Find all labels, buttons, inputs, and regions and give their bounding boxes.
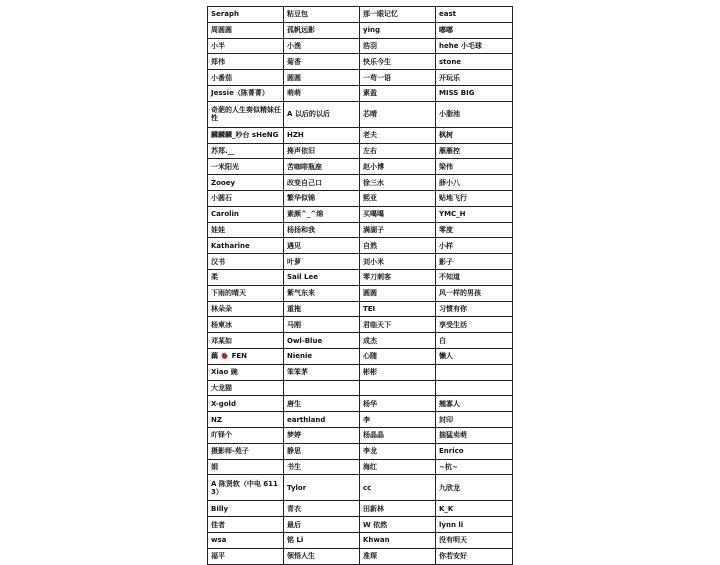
table-cell: 粘豆包 (284, 7, 360, 23)
table-cell: 习惯有你 (436, 301, 513, 317)
table-cell: 一米阳光 (208, 159, 284, 175)
table-cell: 小渔 (284, 38, 360, 54)
table-cell: 佳者 (208, 517, 284, 533)
table-cell: 芯晴 (360, 101, 436, 127)
table-cell: 素盈 (360, 85, 436, 101)
table-cell: 繁华似锦 (284, 190, 360, 206)
table-cell: 圆圆 (360, 285, 436, 301)
table-cell: 贴地飞行 (436, 190, 513, 206)
table-row (208, 143, 513, 159)
table-cell: 懒人 (436, 348, 513, 364)
table-row (208, 38, 513, 54)
table-row (208, 159, 513, 175)
table-cell: 紫气东来 (284, 285, 360, 301)
table-cell: 杨华 (360, 396, 436, 412)
table-cell: 菊香 (284, 54, 360, 70)
table-row (208, 396, 513, 412)
table-cell: A 以后的以后 (284, 101, 360, 127)
table-cell: 下雨的晴天 (208, 285, 284, 301)
table-cell: 娟 (208, 459, 284, 475)
table-cell: 成杰 (360, 333, 436, 349)
table-cell: 没有明天 (436, 532, 513, 548)
table-cell: 素颜^_^绵 (284, 206, 360, 222)
table-row (208, 333, 513, 349)
table-cell: 享受生活 (436, 317, 513, 333)
table-cell: TEI (360, 301, 436, 317)
table-row (208, 443, 513, 459)
table-cell: 书生 (284, 459, 360, 475)
table-cell: 小番茄 (208, 70, 284, 86)
table-cell: 吖铎个 (208, 427, 284, 443)
table-cell: 遇见 (284, 238, 360, 254)
table-cell: 李龙 (360, 443, 436, 459)
table-cell: 苏郑.__ (208, 143, 284, 159)
table-cell: 枫树 (436, 127, 513, 143)
table-cell: 一苟一语 (360, 70, 436, 86)
table-cell: 福平 (208, 548, 284, 564)
table-cell: 影子 (436, 254, 513, 270)
table-cell: 马刚 (284, 317, 360, 333)
table-row (208, 348, 513, 364)
table-cell: 快乐今生 (360, 54, 436, 70)
table-cell: 铭 Li (284, 532, 360, 548)
table-cell: 萌萌 (284, 85, 360, 101)
table-cell: east (436, 7, 513, 23)
table-cell: Nienie (284, 348, 360, 364)
table-cell: 孤帆远影 (284, 22, 360, 38)
table-cell: MISS BIG (436, 85, 513, 101)
table-row (208, 254, 513, 270)
table-row (208, 317, 513, 333)
table-row (208, 222, 513, 238)
table-cell: 老夫 (360, 127, 436, 143)
table-cell: 海红 (360, 459, 436, 475)
table-cell: 满湖子 (360, 222, 436, 238)
table-row (208, 22, 513, 38)
table-cell: Zooey (208, 175, 284, 191)
table-cell: 浩羽 (360, 38, 436, 54)
table-cell: 封印 (436, 412, 513, 428)
table-cell: 郑伟 (208, 54, 284, 70)
table-cell: 揣猛卖萌 (436, 427, 513, 443)
table-cell: 藕 🐞 FEN (208, 348, 284, 364)
table-cell: cc (360, 475, 436, 501)
table-row (208, 127, 513, 143)
table-cell: 汉书 (208, 254, 284, 270)
table-cell: 准琛 (360, 548, 436, 564)
table-cell: A 陈贤软（中电 6113） (208, 475, 284, 501)
table-cell: 翘寡人 (436, 396, 513, 412)
table-row (208, 364, 513, 380)
table-cell: 小半 (208, 38, 284, 54)
table-cell: 笨笨茅 (284, 364, 360, 380)
table-cell: 熙亚 (360, 190, 436, 206)
table-cell: 杨扬和我 (284, 222, 360, 238)
table-cell: 静思 (284, 443, 360, 459)
table-row (208, 380, 513, 396)
table-row (208, 412, 513, 428)
table-cell: 林朵朵 (208, 301, 284, 317)
table-cell: 叶萝 (284, 254, 360, 270)
table-cell: 开玩乐 (436, 70, 513, 86)
table-row (208, 517, 513, 533)
table-cell: earthland (284, 412, 360, 428)
table-cell: 摄影师-苑子 (208, 443, 284, 459)
table-cell (284, 380, 360, 396)
table-row (208, 475, 513, 501)
table-cell: 白 (436, 333, 513, 349)
table-row (208, 427, 513, 443)
table-cell: 那一眼记忆 (360, 7, 436, 23)
table-cell: 搀声依旧 (284, 143, 360, 159)
table-cell: Khwan (360, 532, 436, 548)
table-row (208, 101, 513, 127)
table-cell: 大龙猫 (208, 380, 284, 396)
table-cell: wsa (208, 532, 284, 548)
table-row (208, 269, 513, 285)
table-cell: 不知道 (436, 269, 513, 285)
table-row (208, 459, 513, 475)
table-cell: lynn li (436, 517, 513, 533)
table-cell: X-gold (208, 396, 284, 412)
table-cell: Owl-Blue (284, 333, 360, 349)
table-cell: Carolin (208, 206, 284, 222)
table-cell: 小样 (436, 238, 513, 254)
table-cell: 彬彬 (360, 364, 436, 380)
table-cell: 李 (360, 412, 436, 428)
table-cell: 零刀刺客 (360, 269, 436, 285)
table-row (208, 238, 513, 254)
table-row (208, 501, 513, 517)
table-row (208, 301, 513, 317)
table-cell: 唐生 (284, 396, 360, 412)
table-cell: Xiao 豌 (208, 364, 284, 380)
table-cell: stone (436, 54, 513, 70)
table-cell: 圆圆 (284, 70, 360, 86)
table-row (208, 190, 513, 206)
table-cell: W 依然 (360, 517, 436, 533)
table-cell: 小脂池 (436, 101, 513, 127)
table-cell: HZH (284, 127, 360, 143)
table-row (208, 285, 513, 301)
table-cell: 雁雁控 (436, 143, 513, 159)
table-cell: 梁伟 (436, 159, 513, 175)
table-cell: 嘟嘟 (436, 22, 513, 38)
table-cell: Sail Lee (284, 269, 360, 285)
table-cell: 重拖 (284, 301, 360, 317)
table-cell: 苦咖啡瓶座 (284, 159, 360, 175)
table-cell: 九欣龙 (436, 475, 513, 501)
table-cell (436, 380, 513, 396)
table-cell: 风一样的男孩 (436, 285, 513, 301)
table-cell: 赵小博 (360, 159, 436, 175)
table-cell: 改变自己口 (284, 175, 360, 191)
table-cell: 买噶噶 (360, 206, 436, 222)
table-cell: 徐三水 (360, 175, 436, 191)
table-cell: NZ (208, 412, 284, 428)
table-cell: 柔 (208, 269, 284, 285)
table-cell: 薛小八 (436, 175, 513, 191)
table-row (208, 175, 513, 191)
table-cell: 杨柬冰 (208, 317, 284, 333)
table-cell: ~杭~ (436, 459, 513, 475)
table-cell: 自然 (360, 238, 436, 254)
table-cell: YMC_H (436, 206, 513, 222)
table-cell: 最后 (284, 517, 360, 533)
table-row (208, 206, 513, 222)
table-cell: 杨晶晶 (360, 427, 436, 443)
table-cell: 青衣 (284, 501, 360, 517)
table-cell: hehe 小毛球 (436, 38, 513, 54)
table-cell (436, 364, 513, 380)
table-cell: Tylor (284, 475, 360, 501)
table-cell: 你若安好 (436, 548, 513, 564)
table-cell: 周圆圆 (208, 22, 284, 38)
name-list-table-body (208, 7, 513, 565)
table-cell: 麟麟麟_吵台 sHeNG (208, 127, 284, 143)
table-cell: 田新林 (360, 501, 436, 517)
table-cell: 零度 (436, 222, 513, 238)
table-cell: 心随 (360, 348, 436, 364)
table-cell: 邓某如 (208, 333, 284, 349)
table-cell: 小圆石 (208, 190, 284, 206)
table-cell: 君临天下 (360, 317, 436, 333)
table-cell: Katharine (208, 238, 284, 254)
table-row (208, 70, 513, 86)
table-row (208, 7, 513, 23)
table-cell (360, 380, 436, 396)
table-cell: 娃娃 (208, 222, 284, 238)
table-cell: 奇葩的人生奏似精妹任性 (208, 101, 284, 127)
table-cell: 梦婷 (284, 427, 360, 443)
table-cell: 左右 (360, 143, 436, 159)
name-list-table (207, 6, 513, 565)
table-cell: 领悟人生 (284, 548, 360, 564)
table-row (208, 532, 513, 548)
table-cell: Seraph (208, 7, 284, 23)
table-row (208, 85, 513, 101)
table-cell: Billy (208, 501, 284, 517)
table-cell: K_K (436, 501, 513, 517)
table-row (208, 54, 513, 70)
table-row (208, 548, 513, 564)
table-cell: Enrico (436, 443, 513, 459)
table-cell: Jessie（陈菁菁） (208, 85, 284, 101)
table-cell: ying (360, 22, 436, 38)
table-cell: 刘小米 (360, 254, 436, 270)
